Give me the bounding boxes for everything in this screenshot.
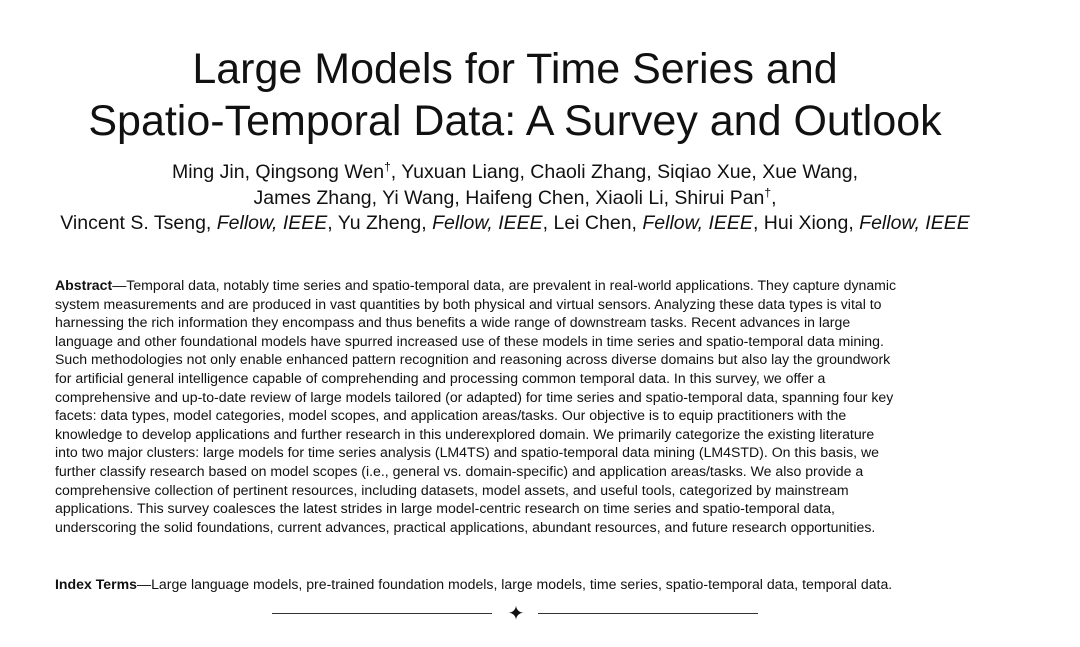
abstract-label: Abstract [55, 277, 113, 293]
index-terms [55, 575, 990, 594]
author-text: James Zhang, Yi Wang, Haifeng Chen, Xiaoli Li, Shirui Pan [253, 186, 765, 209]
fellow-ieee-label: Fellow, IEEE [642, 212, 753, 234]
abstract-line: for artificial general intelligence capable of comprehending and processing common temporal data. In this survey, we offer a [55, 369, 826, 386]
author-line-2 [0, 186, 1030, 212]
title-line-1: Large Models for Time Series and [192, 44, 838, 93]
separator-rule-left [272, 613, 492, 614]
index-terms-text: —Large language models, pre-trained foundation models, large models, time series, spatio-temporal data, temporal data. [136, 576, 893, 592]
index-terms-label: Index Terms [55, 576, 137, 592]
author-list [0, 160, 1030, 237]
abstract-line: further classify research based on model scopes (i.e., general vs. domain-specific) and application areas/tasks. We also provide a [55, 462, 864, 479]
abstract-line: applications. This survey coalesces the latest strides in large model-centric research on time series and spatio-temporal data, [55, 500, 835, 517]
abstract-line: language and other foundational models have spurred increased use of these models in time series and spatio-temporal data mining. [55, 332, 884, 349]
author-text: Vincent S. Tseng, [60, 212, 217, 234]
corresponding-author-mark: † [384, 159, 391, 174]
author-text: , Yu Zheng, [327, 212, 433, 234]
fellow-ieee-label: Fellow, IEEE [859, 212, 970, 234]
paper-title [0, 43, 1030, 147]
abstract-line-text: —Temporal data, notably time series and spatio-temporal data, are prevalent in real-world applications. They capture dynamic [112, 277, 897, 293]
abstract-line: system measurements and are produced in vast quantities by both physical and virtual sensors. Analyzing these data types is vital to [55, 295, 882, 312]
author-text: , [771, 186, 777, 209]
abstract-line: comprehensive and up-to-date review of large models tailored (or adapted) for time series and spatio-temporal data, spanning four key [55, 388, 894, 405]
separator-rule-right [538, 613, 758, 614]
separator-diamond-icon: ✦ [507, 601, 525, 625]
abstract-line: Such methodologies not only enable enhanced pattern recognition and reasoning across diverse domains but also lay the groundwork [55, 351, 891, 368]
author-text: Ming Jin, Qingsong Wen [171, 161, 385, 183]
author-line-3 [0, 211, 1030, 237]
abstract [55, 276, 990, 536]
fellow-ieee-label: Fellow, IEEE [216, 212, 328, 234]
abstract-line: into two major clusters: large models for time series analysis (LM4TS) and spatio-temporal data mining (LM4STD). On this basis, we [55, 444, 880, 461]
abstract-line: comprehensive collection of pertinent resources, including datasets, model assets, and useful tools, categorized by mainstream [55, 481, 849, 498]
title-line-2: Spatio-Temporal Data: A Survey and Outlook [88, 96, 942, 145]
corresponding-author-mark: † [764, 185, 772, 199]
author-text: , Lei Chen, [542, 212, 643, 234]
abstract-line: underscoring the solid foundations, current advances, practical applications, abundant resources, and future research opportunities. [55, 518, 876, 535]
author-line-1 [0, 160, 1030, 186]
author-text: , Hui Xiong, [752, 212, 860, 234]
author-text: , Yuxuan Liang, Chaoli Zhang, Siqiao Xue, Xue Wang, [390, 161, 859, 183]
abstract-line [55, 276, 990, 295]
abstract-line: facets: data types, model categories, model scopes, and application areas/tasks. Our objective is to equip practitioners with the [55, 407, 847, 424]
abstract-line: harnessing the rich information they encompass and thus benefits a wide range of downstream tasks. Recent advances in large [55, 314, 851, 331]
abstract-line: knowledge to develop applications and further research in this underexplored domain. We primarily categorize the existing literature [55, 425, 875, 442]
fellow-ieee-label: Fellow, IEEE [432, 212, 543, 234]
